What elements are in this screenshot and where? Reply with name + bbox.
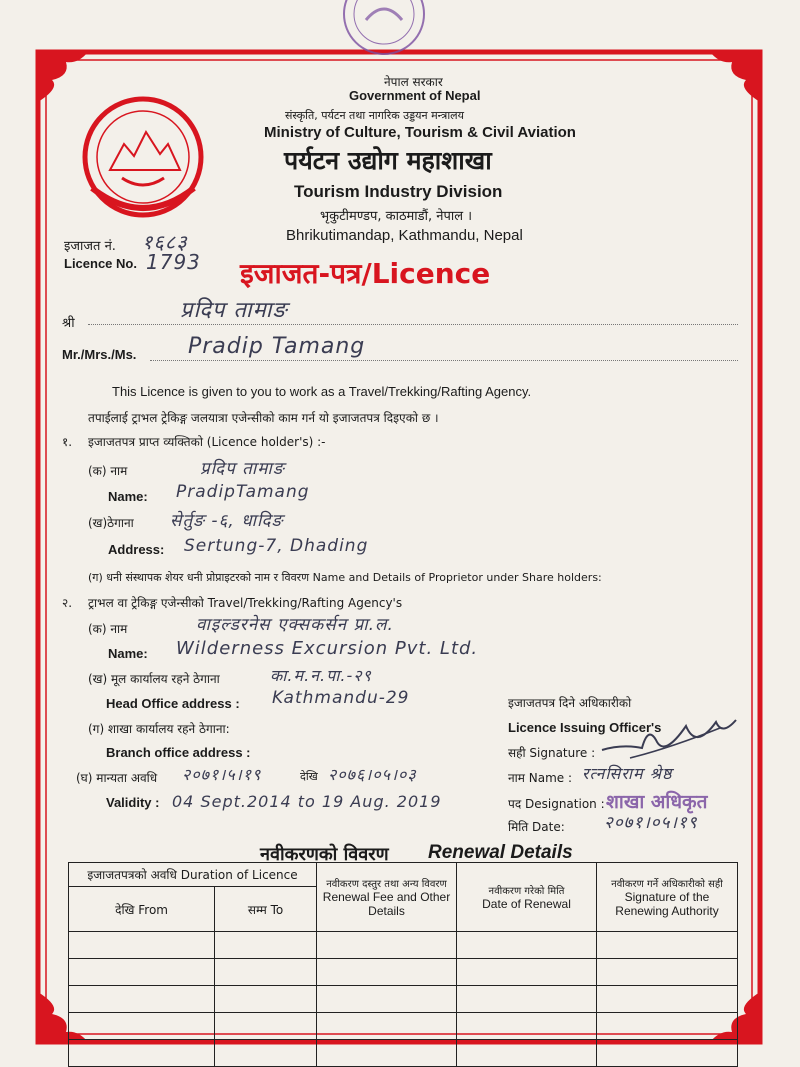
licence-title: इजाजत-पत्र/Licence: [240, 257, 491, 290]
ministry-en: Ministry of Culture, Tourism & Civil Aviation: [264, 124, 576, 141]
s2-head-np-label: (ख) मूल कार्यालय रहने ठेगाना: [88, 672, 220, 686]
shri-label: श्री: [62, 316, 75, 331]
mr-label: Mr./Mrs./Ms.: [62, 347, 137, 362]
statement-np: तपाईलाई ट्राभल ट्रेकिङ्ग जलयात्रा एजेन्सीको काम गर्न यो इजाजतपत्र दिइएको छ ।: [88, 411, 439, 425]
holder-name-np: प्रदिप तामाङ: [180, 298, 288, 323]
renewal-title-en: Renewal Details: [428, 842, 573, 863]
s2-validity-np-label: (घ) मान्यता अवधि: [76, 771, 158, 785]
renewal-fee-en: Renewal Fee and Other Details: [322, 890, 451, 918]
licence-no-label-np: इजाजत नं.: [64, 239, 116, 254]
s2-validity-np-to: २०७६।०५।०३: [328, 765, 417, 784]
s2-name-np-value: वाइल्डरनेस एक्सकर्सन प्रा.ल.: [196, 615, 394, 635]
top-stamp-seal: [336, 0, 436, 80]
officer-date-label: मिति Date:: [508, 820, 565, 834]
renewal-sig-head: [597, 863, 738, 932]
officer-desig-label: पद Designation :: [508, 797, 605, 811]
officer-signature: [596, 714, 746, 766]
renewal-title-np: नवीकरणको विवरण: [260, 844, 389, 865]
licence-no-value-np: १६८३: [142, 230, 188, 254]
section2-heading: ट्राभल वा ट्रेकिङ्ग एजेन्सीको Travel/Trekking/Rafting Agency's: [88, 596, 403, 610]
s2-head-np-value: का.म.न.पा.-२९: [270, 666, 372, 685]
s2-branch-label: Branch office address :: [106, 745, 251, 760]
gov-en: Government of Nepal: [349, 88, 481, 103]
s2-validity-np-from: २०७१।५।१९: [182, 765, 262, 784]
s1-name-np-value: प्रदिप तामाङ: [200, 459, 285, 479]
s1-addr-label: Address:: [108, 542, 165, 557]
s1-addr-np-value: सेर्तुङ -६, धादिङ: [170, 511, 284, 531]
s2-name-np-label: (क) नाम: [88, 622, 128, 636]
renewal-date-np: नवीकरण गरेको मिति: [488, 886, 565, 897]
s1-proprietor: (ग) धनी संस्थापक शेयर धनी प्रोप्राइटरको नाम र विवरण Name and Details of Proprietor under Share holders:: [88, 571, 602, 584]
s2-head-value: Kathmandu-29: [272, 688, 410, 708]
officer-sig-label: सही Signature :: [508, 746, 596, 760]
renewal-row: [69, 1040, 738, 1067]
s2-name-value: Wilderness Excursion Pvt. Ltd.: [176, 638, 479, 659]
s2-validity-value: 04 Sept.2014 to 19 Aug. 2019: [172, 792, 442, 811]
s1-name-value: PradipTamang: [176, 482, 310, 502]
renewal-fee-head: [317, 863, 457, 932]
renewal-fee-np: नवीकरण दस्तुर तथा अन्य विवरण: [326, 879, 447, 890]
officer-name-label: नाम Name :: [508, 771, 573, 785]
s1-name-label: Name:: [108, 489, 148, 504]
s2-branch-np-label: (ग) शाखा कार्यालय रहने ठेगाना:: [88, 722, 230, 736]
address-np: भृकुटीमण्डप, काठमाडौं, नेपाल ।: [320, 209, 473, 224]
nepal-emblem-icon: [78, 92, 208, 222]
address-en: Bhrikutimandap, Kathmandu, Nepal: [286, 227, 523, 244]
renewal-row: [69, 986, 738, 1013]
s1-addr-value: Sertung-7, Dhading: [184, 536, 369, 556]
renewal-to-head: सम्म To: [215, 887, 317, 932]
renewal-row: [69, 1013, 738, 1040]
renewal-from-head: देखि From: [69, 887, 215, 932]
ministry-np: संस्कृति, पर्यटन तथा नागरिक उड्डयन मन्त्रालय: [285, 109, 465, 122]
s2-validity-np-dekhi: देखि: [300, 770, 318, 783]
renewal-sig-en: Signature of the Renewing Authority: [615, 890, 719, 918]
division-en: Tourism Industry Division: [294, 182, 503, 201]
renewal-sig-np: नवीकरण गर्ने अधिकारीको सही: [611, 879, 723, 890]
officer-title-en: Licence Issuing Officer's: [508, 720, 662, 735]
renewal-date-en: Date of Renewal: [482, 897, 571, 911]
holder-name-en: Pradip Tamang: [188, 334, 366, 359]
renewal-row: [69, 932, 738, 959]
s1-addr-np-label: (ख)ठेगाना: [88, 516, 134, 530]
renewal-date-head: [457, 863, 597, 932]
officer-desig-stamp: शाखा अधिकृत: [606, 791, 708, 813]
s1-name-np-label: (क) नाम: [88, 464, 128, 478]
section1-num: १.: [62, 435, 73, 449]
officer-date-value: २०७१।०५।१९: [604, 813, 698, 833]
renewal-duration-head: इजाजतपत्रको अवधि Duration of Licence: [69, 863, 317, 887]
section2-num: २.: [62, 596, 73, 610]
s2-validity-label: Validity :: [106, 795, 160, 810]
division-np: पर्यटन उद्योग महाशाखा: [284, 146, 492, 175]
section1-heading: इजाजतपत्र प्राप्त व्यक्तिको (Licence holder's) :-: [88, 435, 326, 449]
s2-name-label: Name:: [108, 646, 148, 661]
officer-name-value: रत्नसिराम श्रेष्ठ: [582, 764, 673, 783]
renewal-table: [68, 862, 738, 1067]
s2-head-label: Head Office address :: [106, 696, 240, 711]
gov-np: नेपाल सरकार: [384, 75, 443, 89]
officer-title-np: इजाजतपत्र दिने अधिकारीको: [508, 696, 632, 710]
licence-no-value-en: 1793: [146, 250, 201, 274]
statement-en: This Licence is given to you to work as a Travel/Trekking/Rafting Agency.: [112, 384, 532, 399]
renewal-row: [69, 959, 738, 986]
licence-no-label-en: Licence No.: [64, 256, 137, 271]
